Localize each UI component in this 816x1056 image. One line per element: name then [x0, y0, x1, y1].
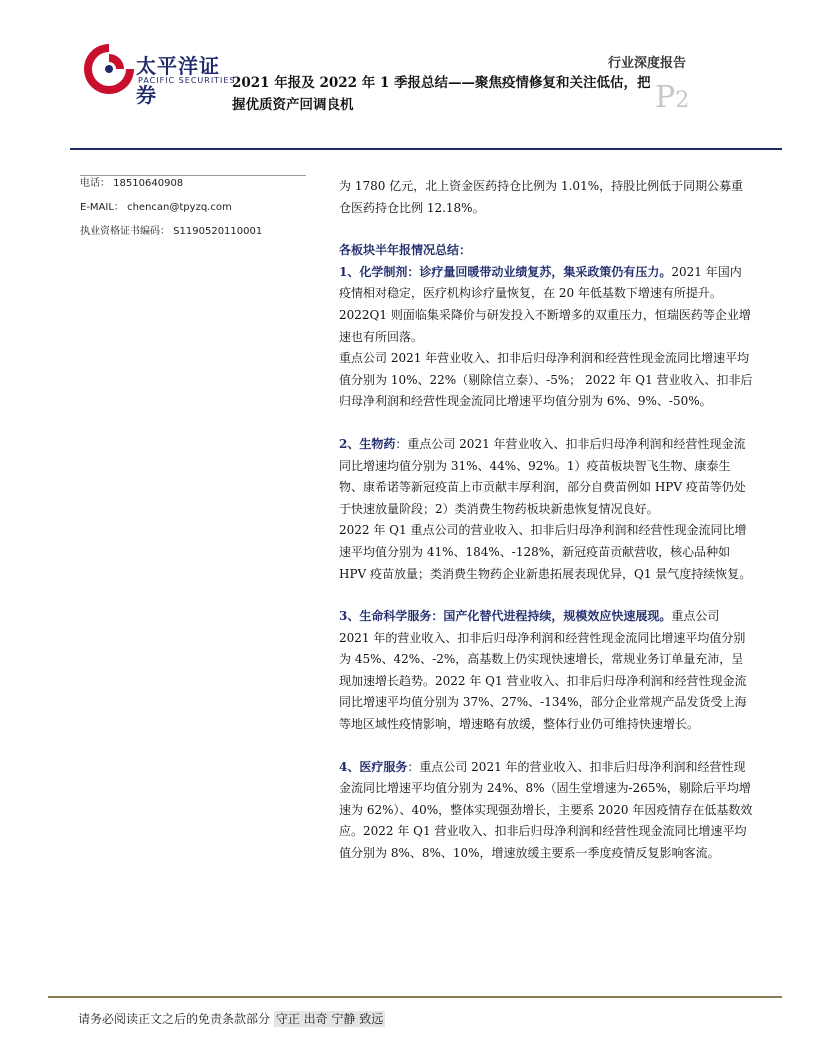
analyst-license: 执业资格证书编码： S1190520110001: [80, 226, 263, 237]
section-chemicals-data: 重点公司 2021 年营业收入、扣非后归母净利润和经营性现金流同比增速平均值分别为 10%、22%（剔除信立泰）、-5%； 2022 年 Q1 营业收入、扣非后归母净利润和经营性现金流同比增速平均值分别为 6%、9%、-50%。: [339, 351, 753, 409]
section-biologics: 2、生物药：重点公司 2021 年营业收入、扣非后归母净利润和经营性现金流同比增速均值分别为 31%、44%、92%。1）疫苗板块智飞生物、康泰生物、康希诺等新冠疫苗上市贡献丰厚利润，部分自费苗例如 HPV 疫苗等仍处于快速放量阶段；2）类消费生物药板块新患恢复情况良好。: [339, 436, 746, 516]
pacific-securities-logo-icon: [80, 40, 138, 98]
section-biologics-data: 2022 年 Q1 重点公司的营业收入、扣非后归母净利润和经营性现金流同比增速平均值分别为 41%、184%、-128%，新冠疫苗贡献营收，核心品种如 HPV 疫苗放量；类消费生物药企业新患拓展表现优异，Q1 景气度持续恢复。: [339, 523, 752, 581]
intro-paragraph: 为 1780 亿元，北上资金医药持仓比例为 1.01%，持股比例低于同期公募重仓医药持仓比例 12.18%。: [339, 179, 744, 215]
section-chemicals-heading: 1、化学制剂：诊疗量回暖带动业绩复苏，集采政策仍有压力。: [339, 264, 672, 279]
main-content: [339, 176, 753, 865]
footer-disclaimer: 请务必阅读正文之后的免责条款部分: [78, 1012, 271, 1026]
footer-divider: [48, 996, 782, 998]
page-number: P2: [655, 80, 690, 115]
report-type-label: 行业深度报告: [607, 56, 686, 71]
analyst-email: E-MAIL： chencan@tpyzq.com: [80, 202, 232, 213]
brand-name-en: PACIFIC SECURITIES: [138, 76, 236, 85]
analyst-phone: 电话： 18510640908: [80, 178, 184, 189]
section-heading: 各板块半年报情况总结：: [339, 243, 472, 258]
report-title: 2021 年报及 2022 年 1 季报总结——聚焦疫情修复和关注低估，把握优质资产回调良机: [232, 75, 651, 113]
section-life-science: 3、生命科学服务：国产化替代进程持续，规模效应快速展现。重点公司 2021 年的营业收入、扣非后归母净利润和经营性现金流同比增速平均值分别为 45%、42%、-2%，高基数上仍实现快速增长，常规业务订单量充沛，呈现加速增长趋势。2022 年 Q1 营业收入、扣非后归母净利润和经营性现金流同比增速平均值分别为 37%、27%、-134%，部分企业常规产品发货受上海等地区域性疫情影响，增速略有放缓，整体行业仍可维持快速增长。: [339, 609, 747, 732]
footer: [78, 1010, 385, 1027]
brand-name-cn: 太平洋证券: [136, 54, 220, 107]
section-medical-services-heading: 4、医疗服务: [339, 759, 408, 774]
section-life-science-heading: 3、生命科学服务：国产化替代进程持续，规模效应快速展现。: [339, 609, 672, 624]
section-chemicals: 1、化学制剂：诊疗量回暖带动业绩复苏，集采政策仍有压力。2021 年国内疫情相对稳定，医疗机构诊疗量恢复，在 20 年低基数下增速有所提升。2022Q1 则面临集采降价与研发投入不断增多的双重压力，恒瑞医药等企业增速也有所回落。: [339, 264, 751, 344]
section-biologics-heading: 2、生物药: [339, 436, 396, 451]
analyst-contact: [80, 172, 306, 244]
footer-slogan: 守正 出奇 宁静 致远: [275, 1012, 384, 1026]
header-divider: [70, 148, 782, 150]
section-medical-services: 4、医疗服务：重点公司 2021 年的营业收入、扣非后归母净利润和经营性现金流同比增速平均值分别为 24%、8%（固生堂增速为-265%，剔除后平均增速为 62%）、40%，整体实现强劲增长，主要系 2020 年因疫情存在低基数效应。2022 年 Q1 营业收入、扣非后归母净利润和经营性现金流同比增速平均值分别为 8%、8%、10%，增速放缓主要系一季度疫情反复影响客流。: [339, 759, 753, 861]
company-logo: [80, 40, 240, 107]
